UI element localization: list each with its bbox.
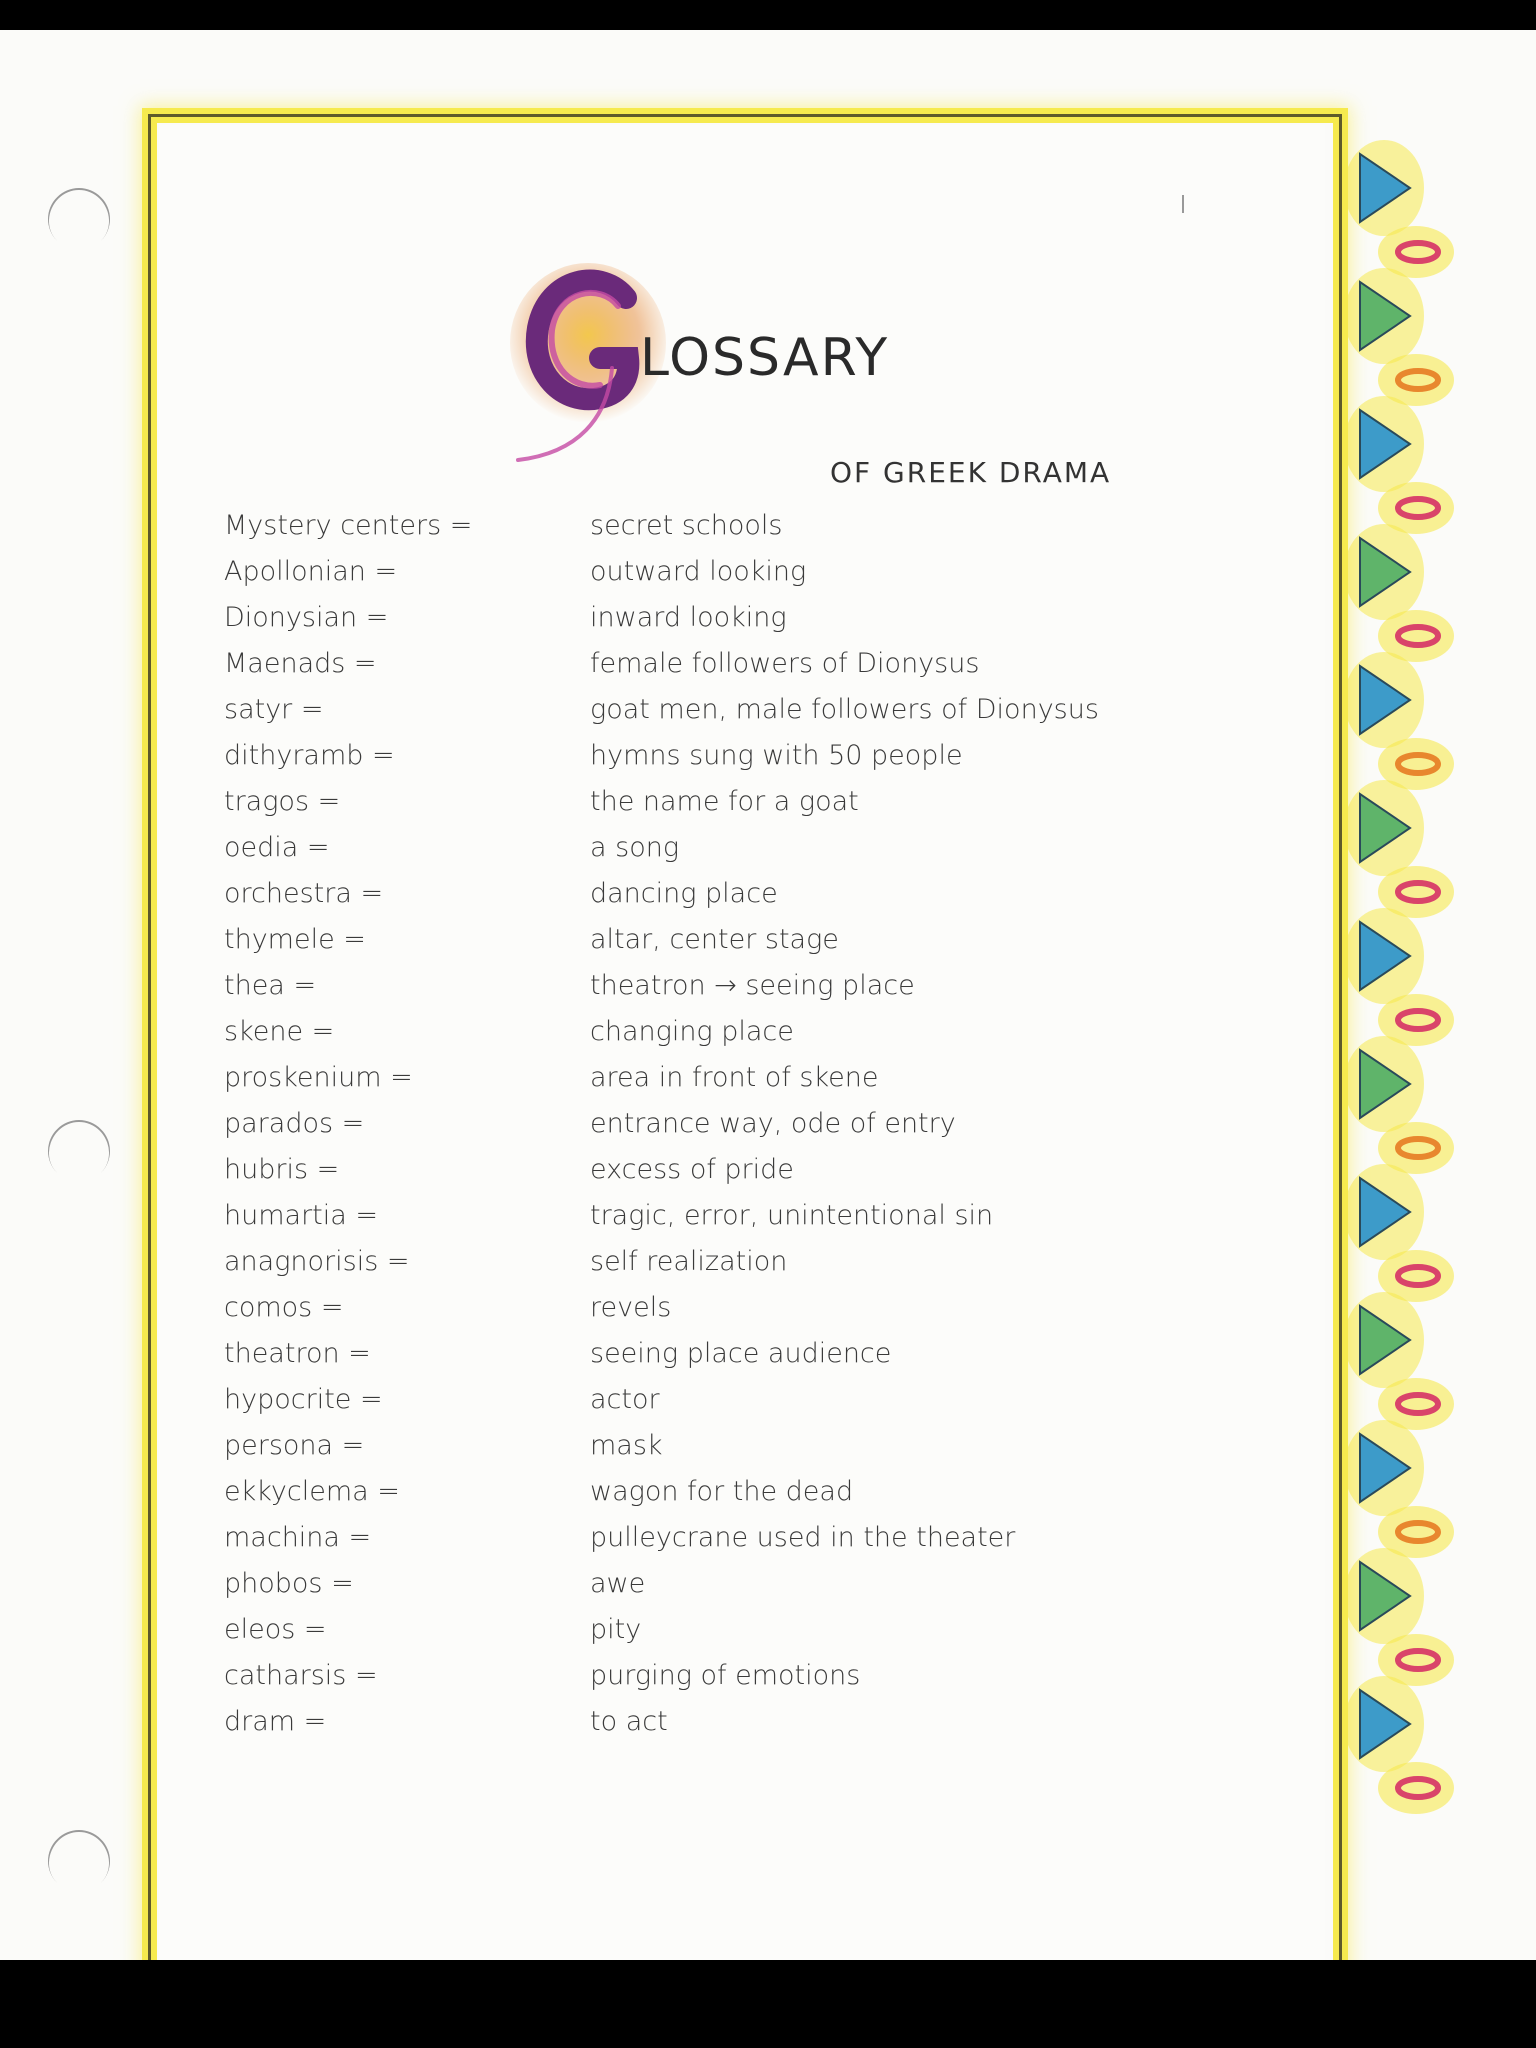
glossary-term: comos = bbox=[224, 1292, 344, 1323]
glossary-term: catharsis = bbox=[224, 1660, 378, 1691]
glossary-term: persona = bbox=[224, 1430, 365, 1461]
glossary-term: hubris = bbox=[224, 1154, 340, 1185]
binder-hole-top bbox=[35, 175, 123, 263]
glossary-term: thea = bbox=[224, 970, 317, 1001]
glossary-definition: pity bbox=[590, 1614, 642, 1645]
glossary-definition: hymns sung with 50 people bbox=[590, 740, 963, 771]
glossary-definition: a song bbox=[590, 832, 680, 863]
glossary-definition: revels bbox=[590, 1292, 672, 1323]
glossary-term: hypocrite = bbox=[224, 1384, 383, 1415]
glossary-definition: purging of emotions bbox=[590, 1660, 861, 1691]
glossary-definition: altar, center stage bbox=[590, 924, 839, 955]
glossary-definition: excess of pride bbox=[590, 1154, 794, 1185]
glossary-definition: area in front of skene bbox=[590, 1062, 879, 1093]
glossary-term: dram = bbox=[224, 1706, 327, 1737]
glossary-term: oedia = bbox=[224, 832, 330, 863]
glossary-definition: pulleycrane used in the theater bbox=[590, 1522, 1016, 1553]
glossary-definition: awe bbox=[590, 1568, 646, 1599]
glossary-term: skene = bbox=[224, 1016, 335, 1047]
glossary-term: proskenium = bbox=[224, 1062, 413, 1093]
glossary-definition: inward looking bbox=[590, 602, 787, 633]
glossary-term: Maenads = bbox=[224, 648, 377, 679]
subtitle: OF GREEK DRAMA bbox=[830, 456, 1112, 489]
glossary-term: orchestra = bbox=[224, 878, 384, 909]
glossary-term: Apollonian = bbox=[224, 556, 398, 587]
glossary-term: phobos = bbox=[224, 1568, 354, 1599]
glossary-term: Dionysian = bbox=[224, 602, 389, 633]
glossary-term: eleos = bbox=[224, 1614, 327, 1645]
glossary-term: dithyramb = bbox=[224, 740, 395, 771]
glossary-title bbox=[508, 258, 928, 468]
glossary-definition: secret schools bbox=[590, 510, 783, 541]
drop-glow bbox=[1378, 1762, 1454, 1814]
title-text: LOSSARY bbox=[640, 328, 890, 388]
bottom-black-bar bbox=[0, 1960, 1536, 2048]
glossary-definition: the name for a goat bbox=[590, 786, 859, 817]
binder-hole-bottom bbox=[35, 1817, 123, 1905]
glossary-term: tragos = bbox=[224, 786, 341, 817]
glossary-definition: outward looking bbox=[590, 556, 807, 587]
glossary-term: theatron = bbox=[224, 1338, 371, 1369]
glossary-definition: mask bbox=[590, 1430, 663, 1461]
glossary-definition: actor bbox=[590, 1384, 660, 1415]
glossary-term: thymele = bbox=[224, 924, 366, 955]
glossary-term: satyr = bbox=[224, 694, 324, 725]
glossary-definition: changing place bbox=[590, 1016, 794, 1047]
glossary-term: Mystery centers = bbox=[224, 510, 473, 541]
glossary-term: anagnorisis = bbox=[224, 1246, 410, 1277]
binder-hole-middle bbox=[35, 1107, 123, 1195]
title-initial-letter bbox=[508, 258, 509, 259]
glossary-definition: female followers of Dionysus bbox=[590, 648, 980, 679]
glossary-definition: to act bbox=[590, 1706, 668, 1737]
glossary-definition: seeing place audience bbox=[590, 1338, 892, 1369]
glossary-definition: theatron → seeing place bbox=[590, 970, 915, 1001]
pencil-mark bbox=[1182, 195, 1184, 213]
glossary-definition: self realization bbox=[590, 1246, 788, 1277]
glossary-definition: dancing place bbox=[590, 878, 778, 909]
glossary-definition: entrance way, ode of entry bbox=[590, 1108, 956, 1139]
glossary-term: machina = bbox=[224, 1522, 372, 1553]
glossary-definition: tragic, error, unintentional sin bbox=[590, 1200, 994, 1231]
decorative-border-pattern bbox=[1348, 138, 1528, 1988]
glossary-definition: goat men, male followers of Dionysus bbox=[590, 694, 1099, 725]
glossary-term: parados = bbox=[224, 1108, 365, 1139]
glossary-term: humartia = bbox=[224, 1200, 379, 1231]
glossary-definition: wagon for the dead bbox=[590, 1476, 854, 1507]
glossary-term: ekkyclema = bbox=[224, 1476, 400, 1507]
top-black-bar bbox=[0, 0, 1536, 30]
